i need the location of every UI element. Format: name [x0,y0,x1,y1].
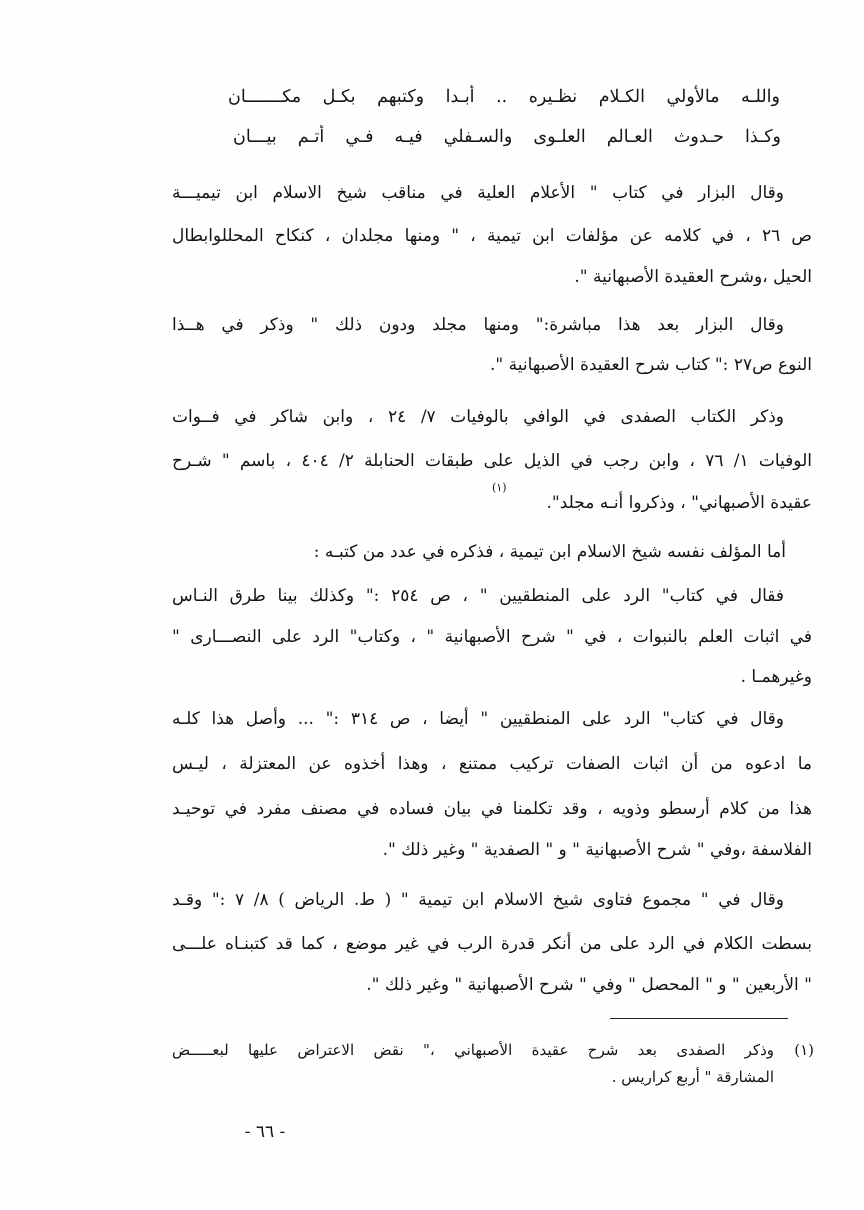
paragraph-6-line-3: " الأربعين " و " المحصل " وفي " شرح الأصبهانية " وغير ذلك ". [366,975,812,995]
paragraph-4-line-3: في اثبات العلم بالنبوات ، في " شرح الأصبهانية " ، وكتاب" الرد على النصـــارى " [172,627,812,647]
footnote-separator [610,1018,788,1019]
paragraph-2-line-2: النوع ص٢٧ :" كتاب شرح العقيدة الأصبهانية ". [489,355,812,375]
paragraph-6-line-2: بسطت الكلام في الرد على من أنكر قدرة الرب في غير موضع ، كما قد كتبنـاه علـــى [172,934,812,954]
paragraph-5-line-3: هذا من كلام أرسطو وذويه ، وقد تكلمنا في بيان فساده في مصنف مفرد في توحيـد [172,799,812,819]
paragraph-2-line-1: وقال البزار بعد هذا مباشرة:" ومنها مجلد ودون ذلك " وذكر في هــذا [172,315,784,335]
page-number: - ٦٦ - [244,1122,286,1142]
paragraph-1-line-2: ص ٢٦ ، في كلامه عن مؤلفات ابن تيمية ، " ومنها مجلدان ، كنكاح المحللوابطال [172,226,812,246]
paragraph-6-line-1: وقال في " مجموع فتاوى شيخ الاسلام ابن تيمية " ( ط. الرياض ) ٨/ ٧ :" وقـد [172,890,784,910]
paragraph-5-line-4: الفلاسفة ،وفي " شرح الأصبهانية " و " الصفدية " وغير ذلك ". [382,840,812,860]
paragraph-1-line-1: وقال البزار في كتاب " الأعلام العلية في مناقب شيخ الاسلام ابن تيميـــة [172,183,784,203]
paragraph-5-line-1: وقال في كتاب" الرد على المنطقيين " أيضا ، ص ٣١٤ :" ... وأصل هذا كلـه [172,709,784,729]
paragraph-3-line-2: الوفيات ١/ ٧٦ ، وابن رجب في الذيل على طبقات الحنابلة ٢/ ٤٠٤ ، باسم " شـرح [172,451,812,471]
footnote-number: (١) [794,1041,814,1059]
paragraph-3-line-3: عقيدة الأصبهاني" ، وذكروا أنـه مجلد". [546,493,812,513]
paragraph-5-line-2: ما ادعوه من أن اثبات الصفات تركيب ممتنع ، وهذا أخذوه عن المعتزلة ، ليـس [172,754,812,774]
paragraph-4-line-1: أما المؤلف نفسه شيخ الاسلام ابن تيمية ، فذكره في عدد من كتبـه : [313,542,786,562]
paragraph-3-line-1: وذكر الكتاب الصفدى في الوافي بالوفيات ٧/ ٢٤ ، وابن شاكر في فــوات [172,407,784,427]
footnote-line-1: وذكر الصفدى بعد شرح عقيدة الأصبهاني ،" نقض الاعتراض عليها لبعـــــض [172,1041,774,1059]
footnote-reference: (١) [492,481,507,494]
paragraph-1-line-3: الحيل ،وشرح العقيدة الأصبهانية ". [574,267,812,287]
footnote-line-2: المشارقة " أربع كراريس . [611,1068,774,1086]
paragraph-4-line-4: وغيرهمـا . [740,667,812,687]
paragraph-4-line-2: فقال في كتاب" الرد على المنطقيين " ، ص ٢٥٤ :" وكذلك بينا طرق النـاس [172,586,784,606]
verse-line-1: واللـه مالأولي الكـلام نظـيره .. أبـدا وكتبهم بكـل مكـــــــان [228,87,780,107]
verse-line-2: وكـذا حـدوث العـالم العلـوى والسـفلي فيـه فـي أتـم بيـــان [233,127,781,147]
